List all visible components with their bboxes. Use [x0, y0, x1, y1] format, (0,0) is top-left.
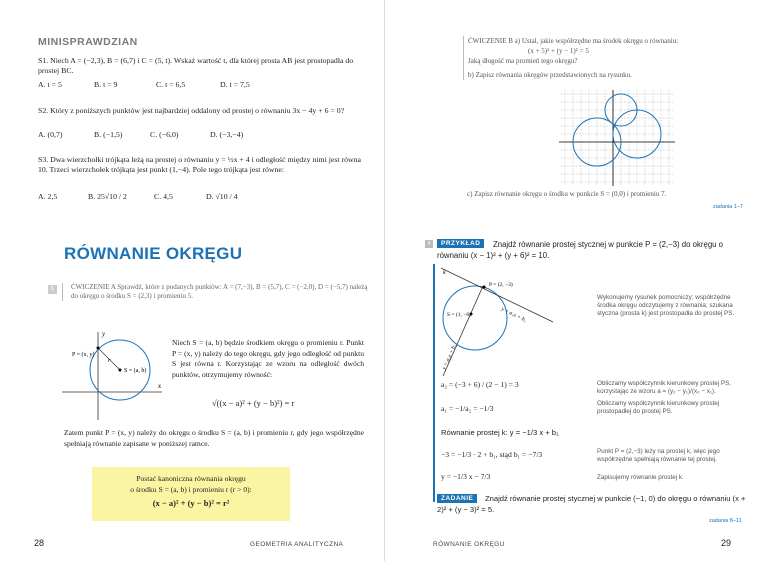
question-s2-options — [38, 130, 364, 139]
right-page — [384, 0, 768, 561]
note-1: Wykonujemy rysunek pomocniczy; współrzędne środka okręgu odczytujemy z równania; szukana styczna (prosta k) jest prostopadła do prostej PS. — [597, 294, 735, 317]
task-text: Znajdź równanie prostej stycznej w punkcie (−1, 0) do okręgu o równaniu (x + 2)² + (y − 3)² = 5. — [437, 494, 746, 514]
label-ps: y = a₂x + b₂ — [441, 343, 458, 371]
question-s3: S3. Dwa wierzchołki trójkąta leżą na prostej o równaniu y = ½x + 4 i odległość między nimi jest równa 10. Trzeci wierzchołek trójkąta jest punkt (1,−4). Pole tego trójkąta jest równe: — [38, 155, 361, 174]
exercise-number: 1 — [48, 285, 57, 294]
option: D. (−3,−4) — [210, 130, 244, 139]
label-s: S = (a, b) — [124, 368, 147, 374]
running-footer-left: GEOMETRIA ANALITYCZNA — [250, 541, 344, 548]
option: C. (−6,0) — [150, 130, 179, 139]
tasks-ref-1: zadania 1–7 — [713, 204, 743, 210]
label-s: S = (1, −6) — [447, 312, 471, 318]
option: B. 25√10 / 2 — [88, 192, 127, 201]
box-line-2: o środku S = (a, b) i promieniu r (r > 0): — [130, 485, 252, 494]
distance-formula: √((x − a)² + (y − b)²) = r — [212, 398, 295, 408]
conclusion: Zatem punkt P = (x, y) należy do okręgu o środku S = (a, b) i promieniu r, gdy jego współrzędne spełniają równanie zapisane w poniższej ramce. — [64, 428, 364, 448]
label-x: x — [158, 382, 162, 390]
example-number: II — [425, 240, 433, 248]
minisprawdzian-title: MINISPRAWDZIAN — [38, 36, 138, 48]
exercise-b-part-c: c) Zapisz równanie okręgu o środku w punkcie S = (0,0) i promieniu 7. — [467, 190, 667, 198]
example-text: Znajdź równanie prostej stycznej w punkcie P = (2,−3) do okręgu o równaniu (x − 1)² + (y + 6)² = 10. — [437, 240, 723, 260]
option: D. √10 / 4 — [206, 192, 238, 201]
exercise-b-part-b: b) Zapisz równania okręgów przedstawionych na rysunku. — [468, 71, 632, 79]
example-side-bar — [433, 264, 435, 502]
option: C. 4,5 — [154, 192, 173, 201]
center-point — [119, 369, 122, 372]
tasks-ref-2: zadania 8–11 — [709, 518, 742, 524]
example-tag: PRZYKŁAD — [437, 239, 484, 248]
tangent-figure — [437, 266, 557, 378]
grid-figure — [557, 88, 677, 188]
option: D. t = 7,5 — [220, 80, 250, 89]
label-p: P = (2, −3) — [489, 282, 513, 288]
label-y: y — [102, 330, 106, 338]
circle-figure — [58, 324, 168, 424]
final-equation: y = −1/3 x − 7/3 — [441, 472, 491, 481]
section-title: RÓWNANIE OKRĘGU — [64, 244, 243, 263]
page-number-left: 28 — [34, 538, 45, 548]
option: C. t = 6,5 — [156, 80, 186, 89]
question-s1: S1. Niech A = (−2,3), B = (6,7) i C = (5, t). Wskaż wartość t, dla której prosta AB jest prostopadła do prostej BC. — [38, 56, 354, 75]
running-footer-right: RÓWNANIE OKRĘGU — [433, 541, 505, 548]
calc-a2: a₂ = (−3 + 6) / (2 − 1) = 3 — [441, 380, 519, 389]
exercise-b-equation: (x + 5)² + (y − 1)² = 5 — [528, 47, 589, 55]
line-equation: Równanie prostej k: y = −1/3 x + b₁ — [441, 428, 559, 437]
note-5: Zapisujemy równanie prostej k. — [597, 474, 684, 481]
option: A. (0,7) — [38, 130, 63, 139]
box-line-1: Postać kanoniczna równania okręgu — [136, 474, 246, 483]
question-s2: S2. Który z poniższych punktów jest najbardziej oddalony od prostej o równaniu 3x − 4y + 6 = 0? — [38, 106, 345, 115]
exercise-b-question: Jaką długość ma promień tego okręgu? — [468, 57, 578, 65]
point-p — [97, 347, 100, 350]
note-4: Punkt P = (2,−3) leży na prostej k, więc jego współrzędne spełniają równanie tej prostej. — [597, 448, 720, 463]
exercise-b-head: ĆWICZENIE B a) Ustal, jakie współrzędne ma środek okręgu o równaniu: — [468, 37, 679, 45]
option: A. 2,5 — [38, 192, 58, 201]
calc-b1: −3 = −1/3 · 2 + b₁, stąd b₁ = −7/3 — [441, 450, 543, 459]
option: A. t = 5 — [38, 80, 62, 89]
label-p: P = (x, y) — [72, 352, 95, 358]
page-number-right: 29 — [721, 538, 732, 548]
label-k: k — [443, 270, 446, 276]
option: B. t = 9 — [94, 80, 118, 89]
task-tag: ZADANIE — [437, 494, 477, 503]
question-s3-options — [38, 192, 364, 201]
grid-lines — [561, 90, 673, 186]
label-tangent: y = a₁x + b₁ — [500, 306, 528, 324]
exercise-b — [463, 36, 758, 80]
exercise-a: ĆWICZENIE A Sprawdź, które z podanych punktów: A = (7,−3), B = (5,7), C = (−2,0), D = (−5,7) należą do okręgu o środku S = (2,3) i promieniu 5. — [62, 283, 369, 301]
canonical-formula: (x − a)² + (y − b)² = r² — [152, 498, 230, 508]
note-2: Obliczamy współczynnik kierunkowy prostej PS, korzystając ze wzoru a = (y₂ − y₁)/(x₂ − x₁). — [597, 380, 732, 395]
calc-a1: a₁ = −1/a₂ = −1/3 — [441, 404, 494, 413]
explanation: Niech S = (a, b) będzie środkiem okręgu o promieniu r. Punkt P = (x, y) należy do tego okręgu, gdy jego odległość od punktu S jest równa r. Korzystając ze wzoru na odległość dwóch punktów, otrzymujemy równość: — [172, 338, 364, 379]
question-s1-options — [38, 80, 364, 89]
option: B. (−1,5) — [94, 130, 123, 139]
note-3: Obliczamy współczynnik kierunkowy prostej prostopadłej do prostej PS. — [597, 400, 720, 415]
point-p — [483, 286, 486, 289]
label-r: r — [108, 358, 111, 364]
canonical-form-box — [92, 467, 290, 521]
